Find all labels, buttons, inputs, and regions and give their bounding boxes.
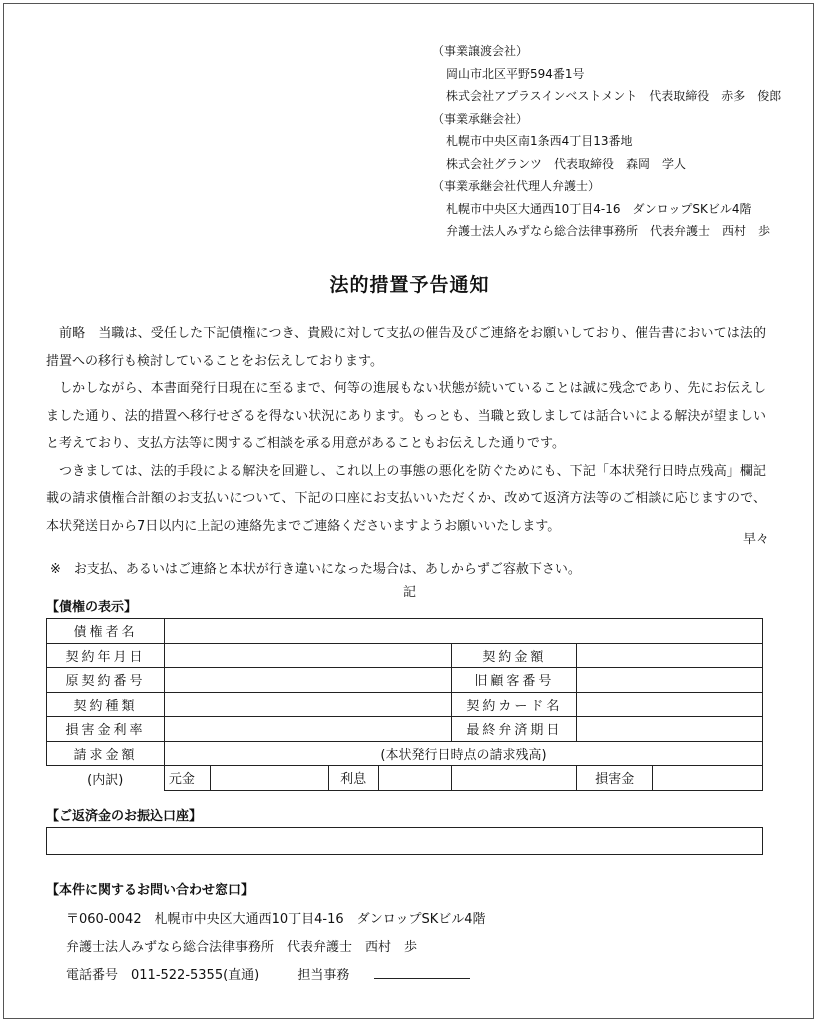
party-line: 株式会社グランツ 代表取締役 森岡 学人	[446, 156, 687, 171]
party-line: 株式会社アプラスインベストメント 代表取締役 赤多 俊郎	[446, 89, 782, 103]
claim-table	[46, 618, 763, 791]
staff-blank-line	[374, 964, 470, 979]
bank-account-box	[46, 827, 763, 855]
bank-section-heading: 【ご返済金のお振込口座】	[46, 809, 203, 824]
document-title: 法的措置予告通知	[329, 274, 490, 296]
balance-note: (本状発行日時点の請求残高)	[164, 741, 762, 766]
notice-remark: ※ お支払、あるいはご連絡と本状が行き違いになった場合は、あしからずご容赦下さい。	[50, 562, 581, 577]
spacer-cell	[452, 766, 577, 791]
letter-body	[46, 320, 766, 540]
ki-marker: 記	[402, 585, 416, 600]
contract-type-value	[164, 692, 451, 717]
party-line: 弁護士法人みずなら総合法律事務所 代表弁護士 西村 歩	[446, 224, 771, 238]
breakdown-label: (内訳)	[47, 766, 165, 791]
paragraph: 前略 当職は、受任した下記債権につき、貴殿に対して支払の催告及びご連絡をお願いしており、催告書においては法的措置への移行も検討していることをお伝えしております。	[46, 326, 766, 369]
damages-label: 損害金	[577, 766, 653, 791]
contact-phone: 電話番号 011-522-5355(直通)	[66, 968, 260, 983]
contract-amount-value	[577, 643, 763, 668]
party-line: 岡山市北区平野594番1号	[446, 66, 585, 81]
party-heading: （事業譲渡会社）	[432, 44, 529, 58]
table-row	[47, 717, 763, 742]
contact-block	[66, 906, 486, 990]
final-payment-date-label: 最終弁済期日	[452, 717, 577, 742]
damage-rate-value	[164, 717, 451, 742]
interest-value	[378, 766, 452, 791]
paragraph: しかしながら、本書面発行日現在に至るまで、何等の進展もない状態が続いていることは誠に残念であり、先にお伝えしました通り、法的措置へ移行せざるを得ない状況にあります。もっとも、当職と致しましては話合いによる解決が望ましいと考えており、支払方法等に関するご相談を承る用意があることもお伝えした通りです。	[46, 381, 766, 451]
party-heading: （事業承継会社代理人弁護士）	[432, 179, 601, 193]
creditor-label: 債権者名	[47, 619, 165, 644]
old-customer-no-value	[577, 668, 763, 693]
contract-date-value	[164, 643, 451, 668]
table-row	[47, 619, 763, 644]
closing-word: 早々	[742, 532, 769, 547]
contract-card-name-label: 契約カード名	[452, 692, 577, 717]
contract-date-label: 契約年月日	[47, 643, 165, 668]
creditor-value	[164, 619, 762, 644]
original-contract-no-value	[164, 668, 451, 693]
principal-value	[210, 766, 328, 791]
old-customer-no-label: 旧顧客番号	[452, 668, 577, 693]
table-row	[47, 668, 763, 693]
contract-amount-label: 契約金額	[452, 643, 577, 668]
contact-section-heading: 【本件に関するお問い合わせ窓口】	[46, 883, 255, 898]
claim-amount-label: 請求金額	[47, 741, 165, 766]
table-row	[47, 766, 763, 791]
contact-firm: 弁護士法人みずなら総合法律事務所 代表弁護士 西村 歩	[66, 940, 418, 955]
damages-value	[653, 766, 763, 791]
principal-label: 元金	[164, 766, 210, 791]
staff-label: 担当事務	[297, 968, 350, 983]
table-row	[47, 643, 763, 668]
paragraph: つきましては、法的手段による解決を回避し、これ以上の事態の悪化を防ぐためにも、下記「本状発行日時点残高」欄記載の請求債権合計額のお支払いについて、下記の口座にお支払いいただくか、改めて返済方法等のご相談に応じますので、本状発送日から7日以内に上記の連絡先までご連絡くださいますようお願いいたします。	[46, 463, 766, 534]
contract-card-name-value	[577, 692, 763, 717]
damage-rate-label: 損害金利率	[47, 717, 165, 742]
party-line: 札幌市中央区南1条西4丁目13番地	[446, 134, 633, 148]
party-line: 札幌市中央区大通西10丁目4-16 ダンロップSKビル4階	[446, 201, 752, 216]
table-row	[47, 741, 763, 766]
claim-section-heading: 【債権の表示】	[46, 600, 138, 615]
party-block	[432, 40, 781, 243]
original-contract-no-label: 原契約番号	[47, 668, 165, 693]
final-payment-date-value	[577, 717, 763, 742]
party-heading: （事業承継会社）	[432, 111, 529, 126]
contract-type-label: 契約種類	[47, 692, 165, 717]
contact-address: 〒060-0042 札幌市中央区大通西10丁目4-16 ダンロップSKビル4階	[66, 912, 486, 927]
contact-phone-row	[66, 962, 486, 990]
table-row	[47, 692, 763, 717]
interest-label: 利息	[328, 766, 378, 791]
